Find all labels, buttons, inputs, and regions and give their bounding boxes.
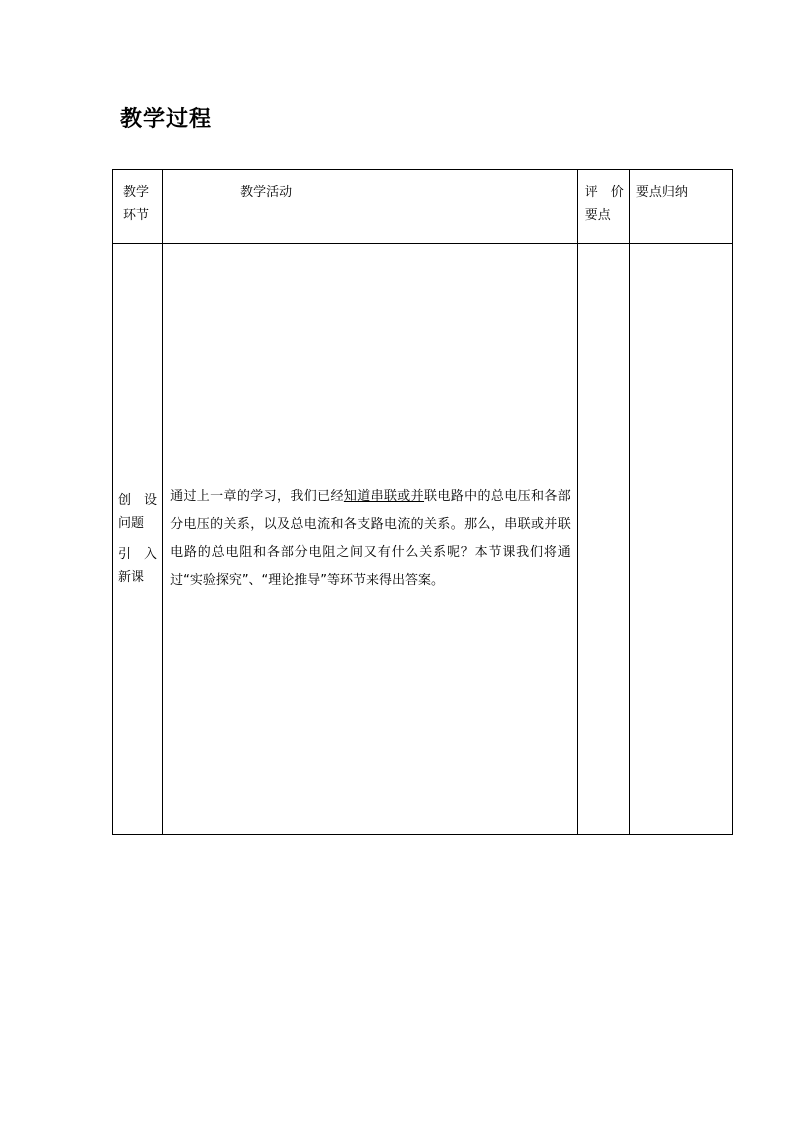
- header-eval: [577, 170, 629, 244]
- header-stage-line2: 环节: [123, 208, 150, 223]
- page-title: 教学过程: [120, 106, 213, 132]
- header-eval-line1: 评 价: [584, 185, 624, 200]
- header-summary: 要点归纳: [629, 170, 732, 244]
- stage-line-1: 创 设: [118, 493, 158, 508]
- header-eval-line2: 要点: [584, 208, 611, 223]
- eval-cell: [577, 244, 629, 835]
- table-header-row: [113, 170, 733, 244]
- activity-cell: [163, 244, 578, 835]
- stage-line-2: 问题: [118, 516, 145, 531]
- activity-text-part-2: 联电路中的总电压和各部分电压的关系，以及总电流和各支路电流的关系。那么，串联或并联电路的总电阻和各部分电阻之间又有什么关系呢？本节课我们将通过“实验探究”、“理论推导”等环节来得出答案。: [170, 489, 571, 588]
- header-stage-line1: 教学: [123, 185, 150, 200]
- stage-line-3: 引 入: [118, 547, 158, 562]
- stage-cell: [113, 244, 163, 835]
- activity-text-part-1: 通过上一章的学习，我们已经: [170, 489, 344, 504]
- stage-line-4: 新课: [118, 570, 145, 585]
- header-stage: [113, 170, 163, 244]
- teaching-process-table: [112, 169, 733, 835]
- activity-text-underlined: 知道串联或并: [343, 489, 425, 504]
- table-row: [113, 244, 733, 835]
- header-activity: 教学活动: [163, 170, 578, 244]
- activity-text: [170, 483, 571, 595]
- summary-cell: [629, 244, 732, 835]
